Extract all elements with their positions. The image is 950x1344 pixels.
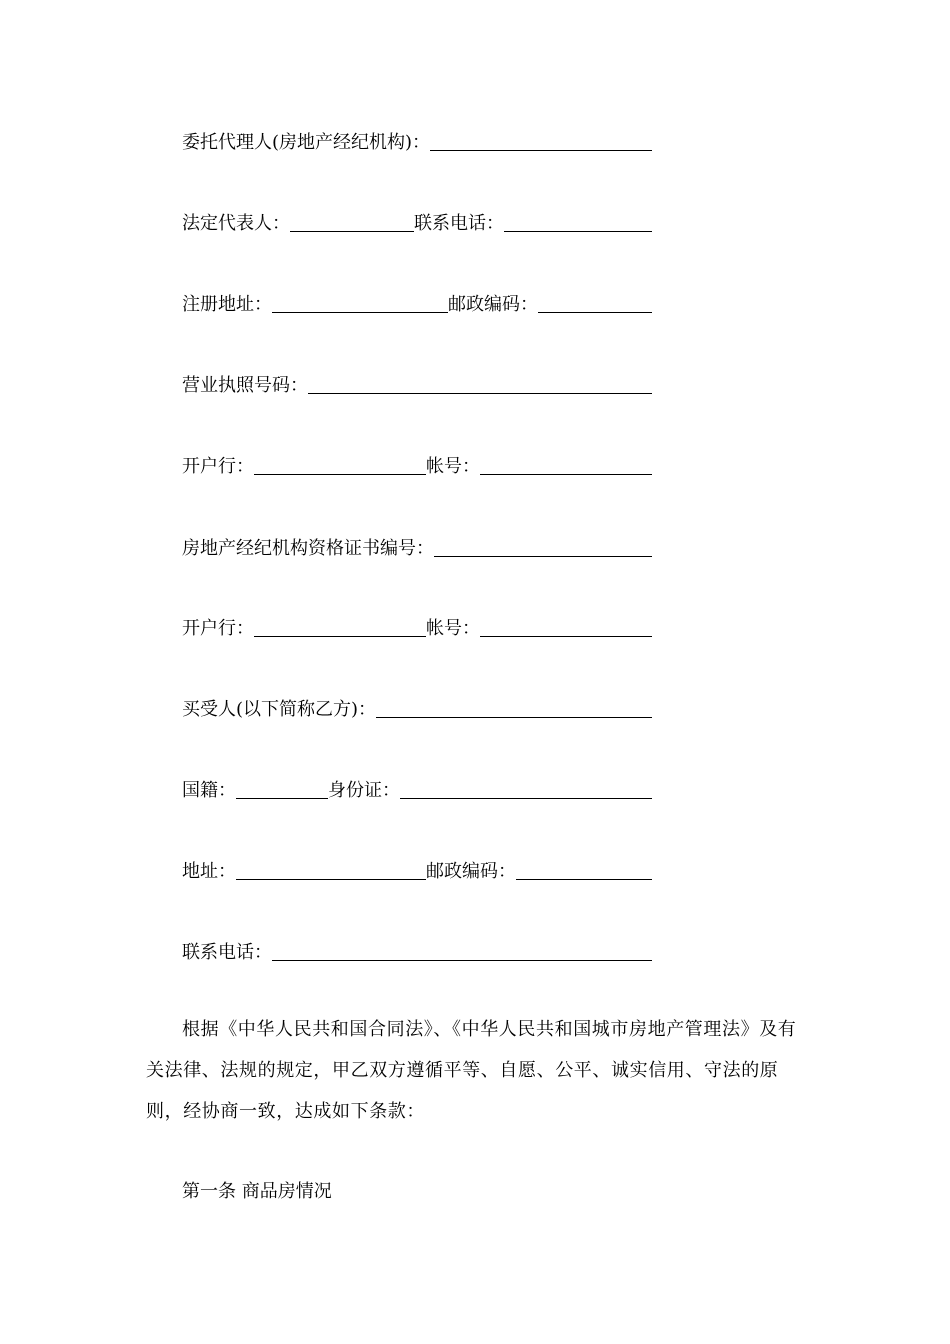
buyer-phone-blank[interactable] (272, 960, 652, 961)
reg-address-line (182, 286, 652, 316)
article-one-heading: 第一条 商品房情况 (182, 1181, 332, 1202)
agent-label: 委托代理人(房地产经纪机构)： (182, 132, 431, 153)
id-card-blank[interactable] (400, 798, 652, 799)
agent-postcode-blank[interactable] (538, 312, 652, 313)
agent-phone-label: 联系电话： (414, 213, 504, 234)
buyer-address-blank[interactable] (236, 879, 426, 880)
buyer-line (182, 691, 652, 721)
agent-blank[interactable] (430, 150, 652, 151)
id-card-label: 身份证： (328, 780, 400, 801)
reg-address-label: 注册地址： (182, 294, 272, 315)
bank-blank-1[interactable] (254, 474, 426, 475)
buyer-label: 买受人(以下简称乙方)： (182, 699, 377, 720)
legal-rep-line (182, 205, 652, 235)
buyer-postcode-blank[interactable] (516, 879, 652, 880)
preamble-paragraph: 根据《中华人民共和国合同法》、《中华人民共和国城市房地产管理法》及有关法律、法规的规定，甲乙双方遵循平等、自愿、公平、诚实信用、守法的原则，经协商一致，达成如下条款： (146, 1019, 797, 1122)
qualification-label: 房地产经纪机构资格证书编号： (182, 538, 434, 559)
nationality-label: 国籍： (182, 780, 236, 801)
bank-blank-2[interactable] (254, 636, 426, 637)
nationality-blank[interactable] (236, 798, 328, 799)
buyer-blank[interactable] (376, 717, 652, 718)
business-license-blank[interactable] (308, 393, 652, 394)
qualification-blank[interactable] (434, 556, 652, 557)
account-blank-1[interactable] (480, 474, 652, 475)
business-license-label: 营业执照号码： (182, 375, 308, 396)
bank-line-2 (182, 610, 652, 640)
bank-line-1 (182, 448, 652, 478)
account-label-1: 帐号： (426, 456, 480, 477)
bank-label-1: 开户行： (182, 456, 254, 477)
business-license-line (182, 367, 652, 397)
buyer-phone-line (182, 934, 652, 964)
legal-rep-label: 法定代表人： (182, 213, 290, 234)
nationality-line (182, 772, 652, 802)
buyer-address-line (182, 853, 652, 883)
agent-phone-blank[interactable] (504, 231, 652, 232)
legal-rep-blank[interactable] (290, 231, 414, 232)
qualification-line (182, 530, 652, 560)
buyer-address-label: 地址： (182, 861, 236, 882)
account-label-2: 帐号： (426, 618, 480, 639)
account-blank-2[interactable] (480, 636, 652, 637)
bank-label-2: 开户行： (182, 618, 254, 639)
agent-postcode-label: 邮政编码： (448, 294, 538, 315)
agent-line (182, 124, 652, 154)
buyer-phone-label: 联系电话： (182, 942, 272, 963)
reg-address-blank[interactable] (272, 312, 448, 313)
buyer-postcode-label: 邮政编码： (426, 861, 516, 882)
